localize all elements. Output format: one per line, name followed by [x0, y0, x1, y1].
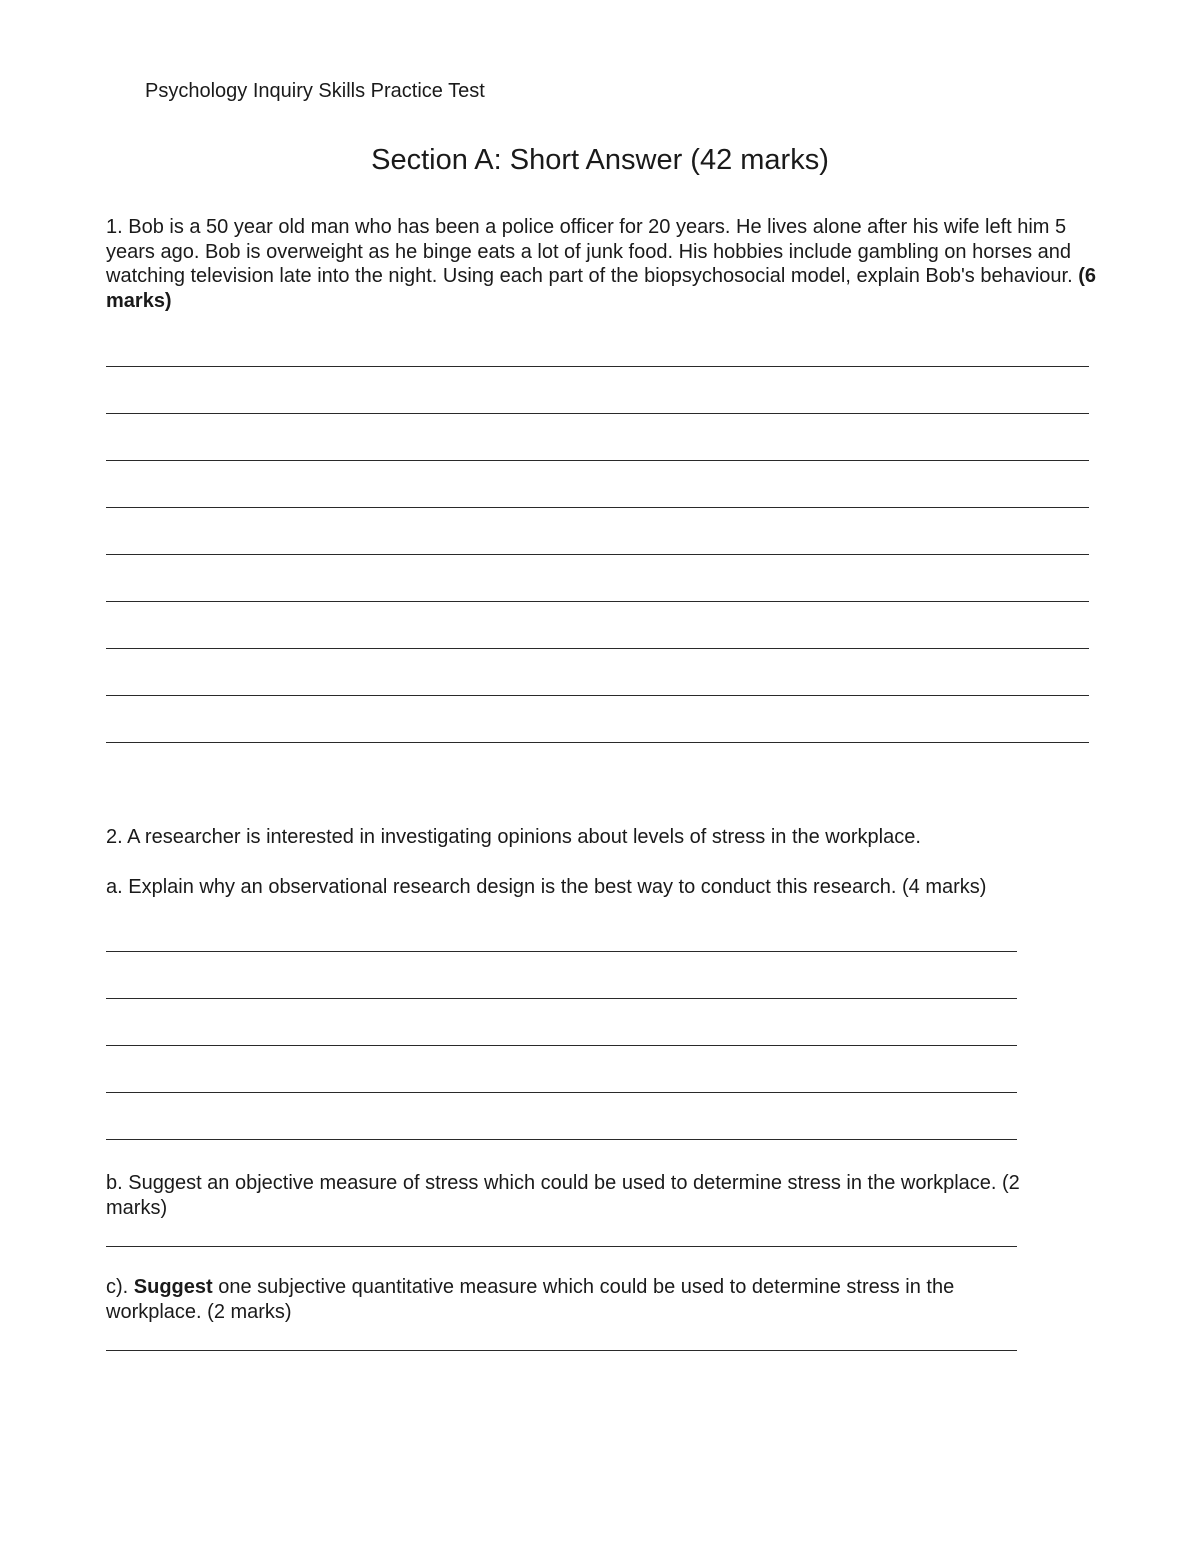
- answer-line[interactable]: [106, 1139, 1017, 1140]
- question-2c-keyword: Suggest: [133, 1276, 213, 1298]
- question-1-text: 1. Bob is a 50 year old man who has been a police officer for 20 years. He lives alone after his wife left him 5 years ago. Bob is overweight as he binge eats a lot of junk food. His hobbies include gambling on horses and watching television late into the night. Using each part of the biopsychosocial model, explain Bob's behaviour.: [106, 216, 1073, 287]
- section-title: Section A: Short Answer (42 marks): [371, 144, 829, 176]
- question-2c: [106, 1275, 1036, 1324]
- answer-line[interactable]: [106, 951, 1017, 952]
- question-1-marks: (6 marks): [106, 265, 1096, 312]
- answer-line[interactable]: [106, 413, 1089, 414]
- document-header: Psychology Inquiry Skills Practice Test: [145, 80, 485, 102]
- answer-line[interactable]: [106, 507, 1089, 508]
- answer-line[interactable]: [106, 554, 1089, 555]
- answer-line[interactable]: [106, 460, 1089, 461]
- question-2b: b. Suggest an objective measure of stress which could be used to determine stress in the workplace. (2 marks): [106, 1172, 1020, 1219]
- answer-line[interactable]: [106, 648, 1089, 649]
- answer-line[interactable]: [106, 366, 1089, 367]
- question-1: [106, 215, 1106, 313]
- answer-line[interactable]: [106, 695, 1089, 696]
- question-2c-text: one subjective quantitative measure which could be used to determine stress in the workplace. (2 marks): [106, 1276, 955, 1323]
- question-2c-prefix: c).: [106, 1276, 134, 1298]
- answer-line[interactable]: [106, 1092, 1017, 1093]
- answer-line[interactable]: [106, 1045, 1017, 1046]
- answer-line[interactable]: [106, 1246, 1017, 1247]
- question-2-stem: 2. A researcher is interested in investigating opinions about levels of stress in the workplace.: [106, 826, 921, 848]
- answer-line[interactable]: [106, 742, 1089, 743]
- answer-line[interactable]: [106, 998, 1017, 999]
- answer-line[interactable]: [106, 1350, 1017, 1351]
- question-2a: a. Explain why an observational research design is the best way to conduct this research. (4 marks): [106, 876, 987, 898]
- answer-line[interactable]: [106, 601, 1089, 602]
